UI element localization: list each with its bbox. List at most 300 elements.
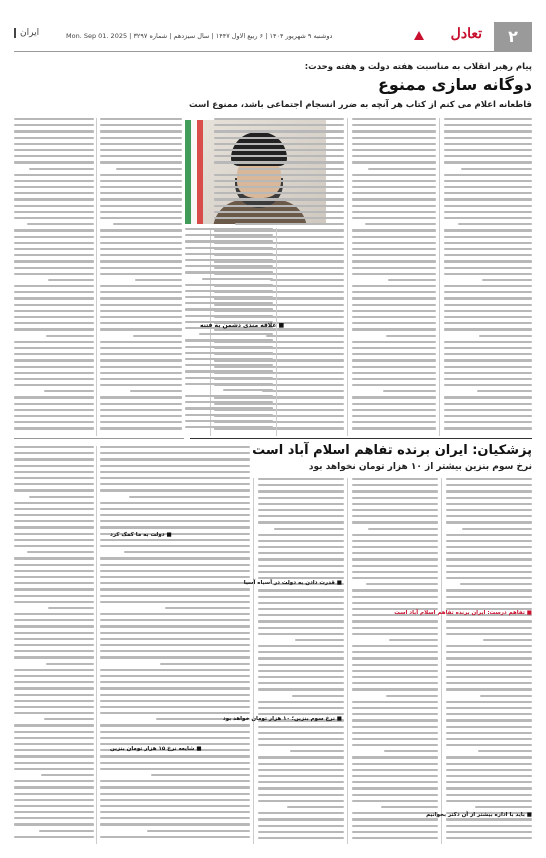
brand-logo: تعادل <box>450 26 482 42</box>
body-text-line <box>14 619 94 621</box>
body-text-line <box>100 638 250 640</box>
body-text-line <box>14 687 94 689</box>
page-number: ۲ <box>494 22 532 52</box>
body-text-line <box>100 743 250 745</box>
body-text-line <box>444 180 532 182</box>
body-text-line <box>129 496 251 498</box>
body-text-line <box>352 670 438 672</box>
body-text-line <box>214 149 344 151</box>
body-text-line <box>14 285 94 287</box>
body-text-line <box>100 446 250 448</box>
body-text-line <box>14 786 94 788</box>
body-text-line <box>27 223 94 225</box>
body-text-line <box>352 726 438 728</box>
body-text-line <box>446 565 532 567</box>
body-text-line <box>258 707 344 709</box>
body-text-line <box>14 793 94 795</box>
body-text-line <box>386 335 436 337</box>
body-text-line <box>14 322 94 324</box>
body-text-line <box>185 253 273 255</box>
body-text-line <box>14 304 94 306</box>
body-text-line <box>100 675 250 677</box>
body-text-line <box>444 198 532 200</box>
body-text-line <box>444 186 532 188</box>
body-text-line <box>214 192 344 194</box>
body-text-line <box>446 781 532 783</box>
body-text-line <box>258 497 344 499</box>
body-text-line <box>352 403 436 405</box>
body-text-line <box>258 800 344 802</box>
body-text-line <box>14 508 94 510</box>
body-text-line <box>100 471 250 473</box>
body-text-line <box>14 359 94 361</box>
body-text-line <box>352 497 438 499</box>
body-text-line <box>214 137 344 139</box>
body-text-line <box>352 812 438 814</box>
body-text-line <box>185 265 273 267</box>
body-text-line <box>14 731 94 733</box>
body-text-line <box>383 390 436 392</box>
body-text-line <box>352 800 438 802</box>
body-text-line <box>14 130 94 132</box>
body-text-line <box>185 339 273 341</box>
body-text-line <box>199 333 273 335</box>
body-text-line <box>352 818 438 820</box>
story2-inline-heading-3: ■ نرخ سوم بنزین؛ ۱۰ هزار تومان خواهد بود <box>222 716 342 722</box>
body-text-line <box>100 669 250 671</box>
body-text-line <box>14 625 94 627</box>
body-text-line <box>100 254 182 256</box>
body-text-line <box>444 304 532 306</box>
body-text-line <box>185 352 273 354</box>
body-text-line <box>14 421 94 423</box>
body-text-line <box>446 509 532 511</box>
body-text-line <box>352 180 436 182</box>
body-text-line <box>100 378 182 380</box>
body-text-line <box>444 322 532 324</box>
story2-column-3 <box>258 478 344 844</box>
body-text-line <box>214 161 344 163</box>
body-text-line <box>100 508 250 510</box>
body-text-line <box>14 601 94 603</box>
body-text-line <box>352 596 438 598</box>
body-text-line <box>446 540 532 542</box>
body-text-line <box>258 688 344 690</box>
body-text-line <box>185 284 273 286</box>
body-text-line <box>258 713 344 715</box>
body-text-line <box>444 211 532 213</box>
body-text-line <box>258 781 344 783</box>
body-text-line <box>113 223 182 225</box>
body-text-line <box>444 384 532 386</box>
body-text-line <box>258 794 344 796</box>
body-text-line <box>446 515 532 517</box>
body-text-line <box>14 124 94 126</box>
body-text-line <box>100 483 250 485</box>
body-text-line <box>185 407 273 409</box>
body-text-line <box>446 818 532 820</box>
body-text-line <box>444 415 532 417</box>
body-text-line <box>352 322 436 324</box>
body-text-line <box>444 130 532 132</box>
body-text-line <box>185 296 273 298</box>
body-text-line <box>352 589 438 591</box>
body-text-line <box>444 254 532 256</box>
body-text-line <box>446 577 532 579</box>
body-text-line <box>185 240 273 242</box>
body-text-line <box>14 656 94 658</box>
body-text-line <box>41 774 94 776</box>
body-text-line <box>100 780 250 782</box>
body-text-line <box>185 346 273 348</box>
body-text-line <box>352 775 438 777</box>
body-text-line <box>258 484 344 486</box>
body-text-line <box>214 124 344 126</box>
body-text-line <box>446 756 532 758</box>
body-text-line <box>444 341 532 343</box>
body-text-line <box>352 484 438 486</box>
body-text-line <box>14 638 94 640</box>
body-text-line <box>266 335 344 337</box>
body-text-line <box>100 366 182 368</box>
body-text-line <box>446 651 532 653</box>
body-text-line <box>462 528 532 530</box>
story2-column-2 <box>352 478 438 844</box>
body-text-line <box>444 403 532 405</box>
body-text-line <box>116 168 182 170</box>
body-text-line <box>14 403 94 405</box>
body-text-line <box>14 557 94 559</box>
body-text-line <box>352 534 438 536</box>
body-text-line <box>352 378 436 380</box>
body-text-line <box>446 534 532 536</box>
body-text-line <box>258 503 344 505</box>
body-text-line <box>100 731 250 733</box>
story2-column-1 <box>446 478 532 844</box>
body-text-line <box>100 793 250 795</box>
body-text-line <box>100 267 182 269</box>
body-text-line <box>185 228 273 230</box>
body-text-line <box>258 732 344 734</box>
body-text-line <box>185 271 273 273</box>
body-text-line <box>446 552 532 554</box>
body-text-line <box>352 118 436 120</box>
body-text-line <box>14 755 94 757</box>
body-text-line <box>185 308 273 310</box>
body-text-line <box>14 799 94 801</box>
body-text-line <box>100 737 250 739</box>
body-text-line <box>262 390 344 392</box>
body-text-line <box>366 583 438 585</box>
body-text-line <box>352 602 438 604</box>
body-text-line <box>460 583 532 585</box>
body-text-line <box>352 552 438 554</box>
body-text-line <box>446 670 532 672</box>
body-text-line <box>352 651 438 653</box>
body-text-line <box>258 769 344 771</box>
body-text-line <box>352 341 436 343</box>
body-text-line <box>14 694 94 696</box>
dateline: دوشنبه ۹ شهریور ۱۴۰۴ | ۶ ربیع الاول ۱۴۴۷ | سال سیزدهم | شماره ۳۲۹۷ | Mon. Sep 01. 2025 <box>66 32 333 40</box>
body-text-line <box>258 657 344 659</box>
body-text-line <box>14 669 94 671</box>
body-text-line <box>258 756 344 758</box>
body-text-line <box>258 645 344 647</box>
body-text-line <box>100 236 182 238</box>
body-text-line <box>381 806 438 808</box>
story1-inline-heading: ■ علاقه مندی دشمن به فتنه <box>200 322 285 329</box>
body-text-line <box>100 161 182 163</box>
body-text-line <box>14 514 94 516</box>
body-text-line <box>352 205 436 207</box>
body-text-line <box>14 415 94 417</box>
body-text-line <box>444 297 532 299</box>
body-text-line <box>444 137 532 139</box>
body-text-line <box>352 571 438 573</box>
body-text-line <box>444 248 532 250</box>
body-text-line <box>14 267 94 269</box>
body-text-line <box>185 302 273 304</box>
body-text-line <box>352 738 438 740</box>
body-text-line <box>14 768 94 770</box>
body-text-line <box>258 608 344 610</box>
body-text-line <box>258 744 344 746</box>
body-text-line <box>14 248 94 250</box>
body-text-line <box>14 737 94 739</box>
flag-icon <box>185 120 203 224</box>
body-text-line <box>214 118 344 120</box>
body-text-line <box>352 316 436 318</box>
body-text-line <box>446 800 532 802</box>
body-text-line <box>352 359 436 361</box>
body-text-line <box>258 701 344 703</box>
body-text-line <box>214 186 344 188</box>
body-text-line <box>14 458 94 460</box>
body-text-line <box>352 509 438 511</box>
body-text-line <box>14 137 94 139</box>
body-text-line <box>100 409 182 411</box>
body-text-line <box>185 364 273 366</box>
body-text-line <box>258 676 344 678</box>
body-text-line <box>444 143 532 145</box>
body-text-line <box>160 663 250 665</box>
body-text-line <box>14 613 94 615</box>
body-text-line <box>100 601 250 603</box>
body-text-line <box>352 174 436 176</box>
body-text-line <box>185 426 273 428</box>
body-text-line <box>100 372 182 374</box>
body-text-line <box>185 315 273 317</box>
body-text-line <box>14 229 94 231</box>
body-text-line <box>14 724 94 726</box>
body-text-line <box>100 198 182 200</box>
body-text-line <box>477 390 532 392</box>
body-text-line <box>258 837 344 839</box>
body-text-line <box>352 236 436 238</box>
body-text-line <box>352 831 438 833</box>
body-text-line <box>352 124 436 126</box>
body-text-line <box>352 328 436 330</box>
body-text-line <box>100 285 182 287</box>
body-text-line <box>100 130 182 132</box>
body-text-line <box>14 291 94 293</box>
story1-column-4 <box>185 228 273 436</box>
body-text-line <box>446 645 532 647</box>
story2-inline-heading-2: ■ قدرت دادن به دولت در آسیاه آسیا <box>243 580 342 586</box>
body-text-line <box>46 663 94 665</box>
body-text-line <box>214 205 344 207</box>
body-text-line <box>14 817 94 819</box>
body-text-line <box>100 576 250 578</box>
body-text-line <box>100 260 182 262</box>
body-text-line <box>27 551 94 553</box>
body-text-line <box>352 515 438 517</box>
body-text-line <box>386 695 438 697</box>
body-text-line <box>14 502 94 504</box>
body-text-line <box>185 383 273 385</box>
body-text-line <box>100 347 182 349</box>
page-header <box>14 22 532 52</box>
body-text-line <box>258 589 344 591</box>
body-text-line <box>100 229 182 231</box>
body-text-line <box>352 787 438 789</box>
body-text-line <box>446 726 532 728</box>
body-text-line <box>444 149 532 151</box>
body-text-line <box>258 651 344 653</box>
body-text-line <box>100 817 250 819</box>
body-text-line <box>258 558 344 560</box>
body-text-line <box>444 242 532 244</box>
body-text-line <box>165 607 251 609</box>
body-text-line <box>446 763 532 765</box>
body-text-line <box>352 198 436 200</box>
body-text-line <box>14 366 94 368</box>
body-text-line <box>258 596 344 598</box>
body-text-line <box>14 310 94 312</box>
body-text-line <box>444 359 532 361</box>
body-text-line <box>258 552 344 554</box>
body-text-line <box>14 192 94 194</box>
body-text-line <box>352 143 436 145</box>
body-text-line <box>14 471 94 473</box>
body-text-line <box>258 664 344 666</box>
body-text-line <box>133 335 182 337</box>
body-text-line <box>100 656 250 658</box>
body-text-line <box>46 335 94 337</box>
body-text-line <box>258 818 344 820</box>
body-text-line <box>258 565 344 567</box>
body-text-line <box>461 168 532 170</box>
body-text-line <box>29 496 94 498</box>
story2-inline-heading-1: ■ تفاهم درست: ایران برنده تفاهم اسلام آباد است <box>394 610 532 616</box>
body-text-line <box>446 688 532 690</box>
body-text-line <box>352 732 438 734</box>
body-text-line <box>352 304 436 306</box>
body-text-line <box>100 273 182 275</box>
body-text-line <box>14 452 94 454</box>
body-text-line <box>14 477 94 479</box>
body-text-line <box>352 242 436 244</box>
body-text-line <box>100 137 182 139</box>
body-text-line <box>14 595 94 597</box>
story2-inline-heading-5: ■ شایعه نرخ ۱۵ هزار تومان بنزین <box>110 746 202 752</box>
body-text-line <box>214 198 344 200</box>
body-text-line <box>258 831 344 833</box>
body-text-line <box>352 254 436 256</box>
body-text-line <box>258 614 344 616</box>
body-text-line <box>446 620 532 622</box>
body-text-line <box>352 211 436 213</box>
story1-column-1 <box>444 118 532 436</box>
body-text-line <box>14 465 94 467</box>
body-text-line <box>147 830 251 832</box>
body-text-line <box>100 595 250 597</box>
body-text-line <box>352 427 436 429</box>
body-text-line <box>446 837 532 839</box>
body-text-line <box>368 528 438 530</box>
body-text-line <box>384 750 438 752</box>
body-text-line <box>352 267 436 269</box>
body-text-line <box>14 155 94 157</box>
body-text-line <box>100 421 182 423</box>
body-text-line <box>14 316 94 318</box>
body-text-line <box>475 806 532 808</box>
body-text-line <box>14 588 94 590</box>
body-text-line <box>352 161 436 163</box>
body-text-line <box>14 526 94 528</box>
story2-inline-heading-6: ■ باید با اداره بیشتر از آن دکتر بخوانیم <box>426 812 532 818</box>
body-text-line <box>100 687 250 689</box>
body-text-line <box>258 682 344 684</box>
body-text-line <box>352 291 436 293</box>
body-text-line <box>14 681 94 683</box>
body-text-line <box>14 198 94 200</box>
body-text-line <box>14 236 94 238</box>
body-text-line <box>446 719 532 721</box>
story1-subhead: قاطعانه اعلام می کنم از کتاب هر آنچه به ضرر انسجام اجتماعی باشد، ممنوع است <box>189 100 532 110</box>
body-text-line <box>446 775 532 777</box>
body-text-line <box>14 143 94 145</box>
body-text-line <box>48 607 94 609</box>
body-text-line <box>368 168 436 170</box>
body-text-line <box>14 446 94 448</box>
body-text-line <box>100 248 182 250</box>
body-text-line <box>100 174 182 176</box>
body-text-line <box>352 688 438 690</box>
body-text-line <box>100 700 250 702</box>
body-text-line <box>444 378 532 380</box>
body-text-line <box>100 712 250 714</box>
body-text-line <box>185 290 273 292</box>
body-text-line <box>352 192 436 194</box>
body-text-line <box>446 602 532 604</box>
body-text-line <box>14 706 94 708</box>
body-text-line <box>258 812 344 814</box>
body-text-line <box>352 713 438 715</box>
body-text-line <box>14 675 94 677</box>
body-text-line <box>444 174 532 176</box>
body-text-line <box>446 713 532 715</box>
body-text-line <box>352 781 438 783</box>
body-text-line <box>444 396 532 398</box>
body-text-line <box>446 744 532 746</box>
body-text-line <box>14 762 94 764</box>
body-text-line <box>352 701 438 703</box>
body-text-line <box>14 149 94 151</box>
body-text-line <box>100 316 182 318</box>
body-text-line <box>14 582 94 584</box>
body-text-line <box>202 278 273 280</box>
